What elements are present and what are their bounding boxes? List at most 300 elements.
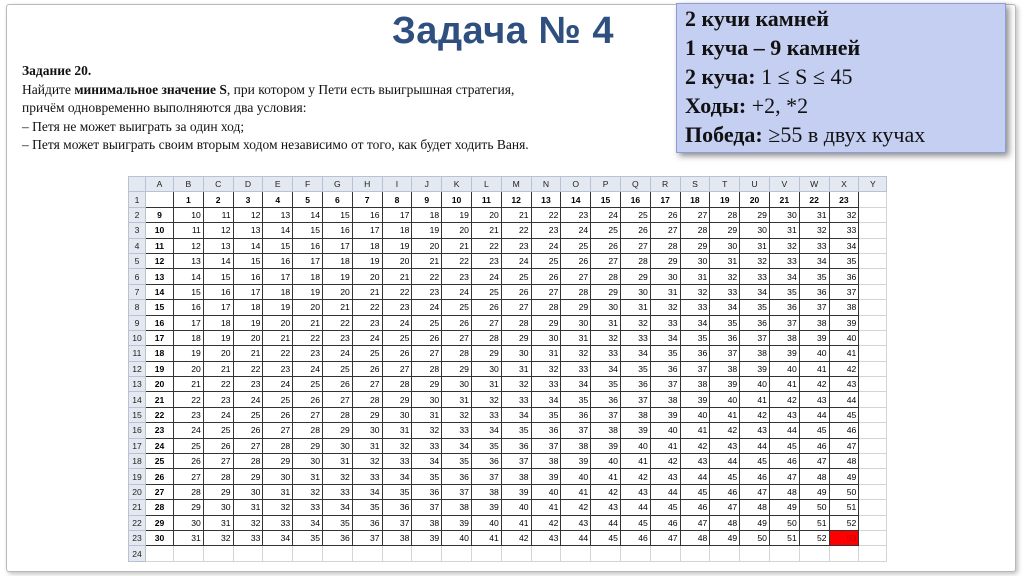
cell-sum: 27 bbox=[650, 223, 680, 238]
table-row bbox=[129, 253, 887, 268]
cell-sum: 12 bbox=[174, 238, 204, 253]
cell-sum: 27 bbox=[233, 438, 263, 453]
cell-sum: 46 bbox=[650, 515, 680, 530]
cell-sum: 18 bbox=[382, 223, 412, 238]
cell-sum: 43 bbox=[591, 500, 621, 515]
cell-sum: 32 bbox=[471, 392, 501, 407]
cell-sum: 37 bbox=[710, 346, 740, 361]
cell-sum: 34 bbox=[412, 454, 442, 469]
cell-sum: 11 bbox=[203, 207, 233, 222]
cell-sum: 34 bbox=[680, 315, 710, 330]
cell-sum: 25 bbox=[531, 253, 561, 268]
cell-sum: 29 bbox=[233, 469, 263, 484]
cell-sum: 26 bbox=[620, 223, 650, 238]
cell-sum: 26 bbox=[263, 407, 293, 422]
cell-sum: 32 bbox=[740, 253, 770, 268]
cell-sum: 35 bbox=[829, 253, 859, 268]
column-header-a: A bbox=[146, 177, 174, 192]
cell-sum: 13 bbox=[174, 253, 204, 268]
cell-sum: 39 bbox=[620, 423, 650, 438]
cell-sum: 30 bbox=[740, 223, 770, 238]
info-line-2-text: 1 куча – 9 камней bbox=[685, 35, 861, 60]
info-line-4 bbox=[685, 91, 1005, 120]
cell-sum: 30 bbox=[650, 269, 680, 284]
cell-sum: 18 bbox=[233, 300, 263, 315]
cell-sum: 35 bbox=[471, 438, 501, 453]
cell-sum: 34 bbox=[561, 377, 591, 392]
cell-sum: 47 bbox=[740, 484, 770, 499]
cell-sum: 29 bbox=[740, 207, 770, 222]
cell-sum: 34 bbox=[710, 300, 740, 315]
cell-sum: 31 bbox=[501, 361, 531, 376]
cell-s-value: 23 bbox=[146, 423, 174, 438]
cell-sum: 28 bbox=[412, 361, 442, 376]
cell-sum: 33 bbox=[591, 346, 621, 361]
cell-sum: 47 bbox=[769, 469, 799, 484]
cell-sum: 26 bbox=[442, 315, 472, 330]
cell-sum: 25 bbox=[471, 284, 501, 299]
cell-empty bbox=[471, 546, 501, 561]
row-header: 19 bbox=[129, 469, 146, 484]
cell-sum: 18 bbox=[203, 315, 233, 330]
cell-sum: 20 bbox=[263, 315, 293, 330]
cell-sum: 33 bbox=[322, 484, 352, 499]
cell-sum: 41 bbox=[740, 392, 770, 407]
cell-sum: 21 bbox=[412, 253, 442, 268]
cell-s-value: 28 bbox=[146, 500, 174, 515]
cell-sum: 25 bbox=[233, 407, 263, 422]
cell-sum: 36 bbox=[740, 315, 770, 330]
cell-header-value: 18 bbox=[680, 192, 710, 207]
cell-sum: 21 bbox=[471, 223, 501, 238]
cell-sum: 29 bbox=[680, 238, 710, 253]
cell-sum: 28 bbox=[710, 207, 740, 222]
cell-sum: 26 bbox=[650, 207, 680, 222]
cell-sum: 31 bbox=[233, 500, 263, 515]
cell-empty bbox=[859, 484, 887, 499]
cell-sum: 45 bbox=[591, 530, 621, 545]
info-line-3-label: 2 куча: bbox=[685, 64, 756, 89]
cell-sum: 36 bbox=[322, 530, 352, 545]
cell-sum: 43 bbox=[531, 530, 561, 545]
cell-sum: 28 bbox=[293, 423, 323, 438]
cell-sum: 19 bbox=[442, 207, 472, 222]
cell-sum: 24 bbox=[531, 238, 561, 253]
cell-sum: 35 bbox=[382, 484, 412, 499]
cell-s-value: 9 bbox=[146, 207, 174, 222]
cell-sum: 27 bbox=[174, 469, 204, 484]
row-header: 15 bbox=[129, 407, 146, 422]
cell-sum: 34 bbox=[471, 423, 501, 438]
cell-sum: 22 bbox=[322, 315, 352, 330]
cell-sum: 17 bbox=[382, 207, 412, 222]
task-line-4: – Петя может выиграть своим вторым ходом независимо от того, как будет ходить Ваня. bbox=[22, 137, 529, 152]
cell-s-value: 14 bbox=[146, 284, 174, 299]
column-header-n: N bbox=[531, 177, 561, 192]
cell-header-value: 13 bbox=[531, 192, 561, 207]
cell-sum: 26 bbox=[174, 454, 204, 469]
cell-empty bbox=[859, 423, 887, 438]
cell-sum: 27 bbox=[591, 253, 621, 268]
cell-sum: 31 bbox=[174, 530, 204, 545]
cell-sum: 48 bbox=[799, 469, 829, 484]
cell-sum: 41 bbox=[471, 530, 501, 545]
cell-sum: 33 bbox=[769, 253, 799, 268]
cell-sum: 38 bbox=[412, 515, 442, 530]
cell-sum: 28 bbox=[382, 377, 412, 392]
cell-sum: 23 bbox=[263, 361, 293, 376]
cell-sum: 15 bbox=[293, 223, 323, 238]
cell-sum: 25 bbox=[263, 392, 293, 407]
task-heading: Задание 20. bbox=[22, 63, 92, 78]
cell-sum: 18 bbox=[322, 253, 352, 268]
cell-sum: 29 bbox=[442, 361, 472, 376]
cell-sum: 17 bbox=[322, 238, 352, 253]
cell-sum: 43 bbox=[620, 484, 650, 499]
cell-sum: 35 bbox=[769, 284, 799, 299]
cell-sum: 46 bbox=[799, 438, 829, 453]
cell-sum: 21 bbox=[501, 207, 531, 222]
cell-sum: 42 bbox=[650, 454, 680, 469]
cell-sum: 25 bbox=[561, 238, 591, 253]
cell-sum: 23 bbox=[561, 207, 591, 222]
info-line-1 bbox=[685, 4, 1005, 33]
cell-sum: 37 bbox=[799, 300, 829, 315]
cell-sum: 37 bbox=[352, 530, 382, 545]
cell-sum: 38 bbox=[799, 315, 829, 330]
cell-sum: 30 bbox=[352, 423, 382, 438]
cell-sum: 22 bbox=[233, 361, 263, 376]
cell-sum: 27 bbox=[561, 269, 591, 284]
cell-sum: 30 bbox=[620, 284, 650, 299]
column-header-u: U bbox=[740, 177, 770, 192]
cell-sum: 43 bbox=[561, 515, 591, 530]
cell-sum: 42 bbox=[769, 392, 799, 407]
row-header: 5 bbox=[129, 253, 146, 268]
row-header: 16 bbox=[129, 423, 146, 438]
cell-sum: 28 bbox=[174, 484, 204, 499]
cell-sum: 25 bbox=[203, 423, 233, 438]
info-line-5 bbox=[685, 120, 1005, 149]
cell-sum: 40 bbox=[561, 469, 591, 484]
cell-sum: 14 bbox=[293, 207, 323, 222]
cell-sum: 22 bbox=[263, 346, 293, 361]
cell-sum: 44 bbox=[710, 454, 740, 469]
column-header-c: C bbox=[203, 177, 233, 192]
cell-sum: 35 bbox=[650, 346, 680, 361]
cell-s-value: 29 bbox=[146, 515, 174, 530]
cell-sum: 41 bbox=[591, 469, 621, 484]
cell-empty bbox=[859, 330, 887, 345]
cell-sum: 27 bbox=[442, 330, 472, 345]
cell-sum: 33 bbox=[650, 315, 680, 330]
cell-sum: 39 bbox=[561, 454, 591, 469]
cell-sum: 24 bbox=[233, 392, 263, 407]
cell-sum: 49 bbox=[710, 530, 740, 545]
cell-sum: 26 bbox=[501, 284, 531, 299]
cell-sum: 30 bbox=[382, 407, 412, 422]
cell-empty bbox=[859, 361, 887, 376]
cell-sum: 27 bbox=[203, 454, 233, 469]
info-line-3 bbox=[685, 62, 1005, 91]
cell-sum: 33 bbox=[740, 269, 770, 284]
cell-sum: 49 bbox=[799, 484, 829, 499]
table-row bbox=[129, 392, 887, 407]
row-header: 14 bbox=[129, 392, 146, 407]
cell-sum: 30 bbox=[710, 238, 740, 253]
cell-sum: 33 bbox=[531, 377, 561, 392]
cell-sum: 31 bbox=[769, 223, 799, 238]
cell-sum: 32 bbox=[382, 438, 412, 453]
cell-sum: 20 bbox=[471, 207, 501, 222]
cell-empty bbox=[859, 253, 887, 268]
column-header-v: V bbox=[769, 177, 799, 192]
cell-sum: 23 bbox=[203, 392, 233, 407]
cell-sum: 42 bbox=[561, 500, 591, 515]
cell-sum: 24 bbox=[501, 253, 531, 268]
cell-sum: 37 bbox=[650, 377, 680, 392]
cell-sum: 32 bbox=[203, 530, 233, 545]
cell-sum: 17 bbox=[203, 300, 233, 315]
cell-sum: 26 bbox=[382, 346, 412, 361]
cell-sum: 42 bbox=[740, 407, 770, 422]
cell-sum: 20 bbox=[412, 238, 442, 253]
cell-empty bbox=[740, 546, 770, 561]
cell-header-value: 9 bbox=[412, 192, 442, 207]
cell-sum: 31 bbox=[203, 515, 233, 530]
cell-sum: 26 bbox=[591, 238, 621, 253]
cell-sum: 29 bbox=[561, 300, 591, 315]
cell-sum: 43 bbox=[680, 454, 710, 469]
cell-empty bbox=[561, 546, 591, 561]
cell-sum: 34 bbox=[352, 484, 382, 499]
cell-header-value: 10 bbox=[442, 192, 472, 207]
cell-sum: 30 bbox=[233, 484, 263, 499]
cell-empty bbox=[859, 207, 887, 222]
cell-empty bbox=[293, 546, 323, 561]
cell-sum: 42 bbox=[620, 469, 650, 484]
table-row bbox=[129, 484, 887, 499]
cell-sum: 37 bbox=[829, 284, 859, 299]
cell-sum: 45 bbox=[680, 484, 710, 499]
column-header-b: B bbox=[174, 177, 204, 192]
table-row bbox=[129, 315, 887, 330]
cell-sum: 30 bbox=[471, 361, 501, 376]
cell-sum: 27 bbox=[620, 238, 650, 253]
cell-sum: 27 bbox=[263, 423, 293, 438]
cell-empty bbox=[859, 300, 887, 315]
cell-sum: 28 bbox=[561, 284, 591, 299]
cell-sum: 19 bbox=[382, 238, 412, 253]
cell-sum: 24 bbox=[471, 269, 501, 284]
cell-empty bbox=[859, 223, 887, 238]
cell-empty bbox=[859, 530, 887, 545]
cell-empty bbox=[174, 546, 204, 561]
cell-sum: 21 bbox=[233, 346, 263, 361]
sheet-corner bbox=[129, 177, 146, 192]
cell-sum: 39 bbox=[650, 407, 680, 422]
cell-empty bbox=[859, 238, 887, 253]
cell-sum: 46 bbox=[680, 500, 710, 515]
cell-empty bbox=[263, 546, 293, 561]
cell-sum: 21 bbox=[263, 330, 293, 345]
cell-sum: 45 bbox=[710, 469, 740, 484]
cell-sum: 27 bbox=[382, 361, 412, 376]
cell-sum: 32 bbox=[293, 484, 323, 499]
cell-sum: 28 bbox=[650, 238, 680, 253]
cell-sum: 35 bbox=[352, 500, 382, 515]
cell-sum: 40 bbox=[740, 377, 770, 392]
cell-sum: 45 bbox=[650, 500, 680, 515]
cell-s-value: 15 bbox=[146, 300, 174, 315]
table-row bbox=[129, 407, 887, 422]
cell-sum: 42 bbox=[799, 377, 829, 392]
cell-sum: 35 bbox=[799, 269, 829, 284]
row-header: 13 bbox=[129, 377, 146, 392]
table-row bbox=[129, 269, 887, 284]
cell-sum: 21 bbox=[203, 361, 233, 376]
cell-sum: 22 bbox=[293, 330, 323, 345]
cell-sum: 24 bbox=[382, 315, 412, 330]
cell-sum: 27 bbox=[352, 377, 382, 392]
cell-header-value: 4 bbox=[263, 192, 293, 207]
cell-sum: 29 bbox=[620, 269, 650, 284]
cell-sum: 29 bbox=[650, 253, 680, 268]
cell-header-value: 23 bbox=[829, 192, 859, 207]
cell-sum: 20 bbox=[203, 346, 233, 361]
cell-sum: 47 bbox=[829, 438, 859, 453]
cell-sum: 20 bbox=[382, 253, 412, 268]
cell-empty bbox=[352, 546, 382, 561]
cell-sum: 47 bbox=[799, 454, 829, 469]
cell-s-value: 24 bbox=[146, 438, 174, 453]
cell-sum: 37 bbox=[561, 423, 591, 438]
cell-sum: 21 bbox=[352, 284, 382, 299]
cell-sum: 33 bbox=[501, 392, 531, 407]
cell-sum: 35 bbox=[442, 454, 472, 469]
table-row bbox=[129, 500, 887, 515]
cell-sum: 40 bbox=[680, 407, 710, 422]
cell-sum: 24 bbox=[174, 423, 204, 438]
cell-empty bbox=[322, 546, 352, 561]
cell-sum: 20 bbox=[352, 269, 382, 284]
cell-sum: 32 bbox=[710, 269, 740, 284]
cell-sum: 33 bbox=[561, 361, 591, 376]
cell-sum: 21 bbox=[174, 377, 204, 392]
cell-sum: 51 bbox=[829, 500, 859, 515]
cell-sum: 22 bbox=[174, 392, 204, 407]
cell-sum: 28 bbox=[591, 269, 621, 284]
cell-sum: 29 bbox=[293, 438, 323, 453]
cell-sum: 30 bbox=[531, 330, 561, 345]
cell-sum: 27 bbox=[412, 346, 442, 361]
cell-header-value: 3 bbox=[233, 192, 263, 207]
column-header-k: K bbox=[442, 177, 472, 192]
cell-sum: 31 bbox=[620, 300, 650, 315]
cell-s-value: 17 bbox=[146, 330, 174, 345]
cell-sum: 44 bbox=[799, 407, 829, 422]
cell-sum: 39 bbox=[442, 515, 472, 530]
cell-sum: 29 bbox=[412, 377, 442, 392]
cell-sum: 19 bbox=[263, 300, 293, 315]
cell-sum: 40 bbox=[501, 500, 531, 515]
cell-sum: 43 bbox=[740, 423, 770, 438]
task-line-3: – Петя не может выиграть за один ход; bbox=[22, 118, 245, 134]
cell-sum: 22 bbox=[442, 253, 472, 268]
cell-header-value: 20 bbox=[740, 192, 770, 207]
cell-sum: 33 bbox=[471, 407, 501, 422]
cell-sum: 37 bbox=[620, 392, 650, 407]
cell-sum: 41 bbox=[680, 423, 710, 438]
cell-empty bbox=[146, 546, 174, 561]
cell-sum: 31 bbox=[382, 423, 412, 438]
cell-sum: 18 bbox=[412, 207, 442, 222]
cell-sum: 44 bbox=[620, 500, 650, 515]
info-line-5-value: ≥55 в двух кучах bbox=[762, 122, 926, 147]
cell-sum: 41 bbox=[620, 454, 650, 469]
cell-sum: 17 bbox=[352, 223, 382, 238]
cell-sum: 31 bbox=[263, 484, 293, 499]
cell-sum: 50 bbox=[740, 530, 770, 545]
cell-sum: 46 bbox=[620, 530, 650, 545]
cell-sum: 30 bbox=[322, 438, 352, 453]
cell-sum: 40 bbox=[650, 423, 680, 438]
table-row bbox=[129, 438, 887, 453]
cell-sum: 32 bbox=[352, 454, 382, 469]
cell-sum: 33 bbox=[799, 238, 829, 253]
row-header: 11 bbox=[129, 346, 146, 361]
cell-sum: 43 bbox=[829, 377, 859, 392]
cell-empty bbox=[859, 454, 887, 469]
cell-empty bbox=[859, 192, 887, 207]
cell-sum: 19 bbox=[322, 269, 352, 284]
cell-sum: 35 bbox=[531, 407, 561, 422]
row-header: 18 bbox=[129, 454, 146, 469]
table-row bbox=[129, 300, 887, 315]
cell-sum: 33 bbox=[233, 530, 263, 545]
cell-sum: 43 bbox=[769, 407, 799, 422]
cell-sum: 39 bbox=[501, 484, 531, 499]
cell-sum: 33 bbox=[442, 423, 472, 438]
cell-sum: 16 bbox=[233, 269, 263, 284]
cell-sum: 42 bbox=[710, 423, 740, 438]
cell-sum: 29 bbox=[203, 484, 233, 499]
cell-sum: 45 bbox=[740, 454, 770, 469]
cell-sum: 15 bbox=[174, 284, 204, 299]
cell-sum: 29 bbox=[471, 346, 501, 361]
cell-sum: 30 bbox=[293, 454, 323, 469]
cell-sum: 37 bbox=[442, 484, 472, 499]
cell-sum: 28 bbox=[471, 330, 501, 345]
cell-empty bbox=[769, 546, 799, 561]
cell-sum: 12 bbox=[203, 223, 233, 238]
cell-empty bbox=[146, 192, 174, 207]
cell-sum: 23 bbox=[382, 300, 412, 315]
cell-sum: 32 bbox=[680, 284, 710, 299]
cell-s-value: 10 bbox=[146, 223, 174, 238]
cell-sum: 42 bbox=[531, 515, 561, 530]
cell-sum: 38 bbox=[561, 438, 591, 453]
row-header: 17 bbox=[129, 438, 146, 453]
cell-sum: 17 bbox=[233, 284, 263, 299]
info-line-2 bbox=[685, 33, 1005, 62]
cell-sum: 40 bbox=[620, 438, 650, 453]
cell-sum: 40 bbox=[471, 515, 501, 530]
cell-sum: 22 bbox=[412, 269, 442, 284]
task-line-1-prefix: Найдите bbox=[22, 81, 75, 97]
cell-s-value: 12 bbox=[146, 253, 174, 268]
cell-sum: 37 bbox=[769, 315, 799, 330]
